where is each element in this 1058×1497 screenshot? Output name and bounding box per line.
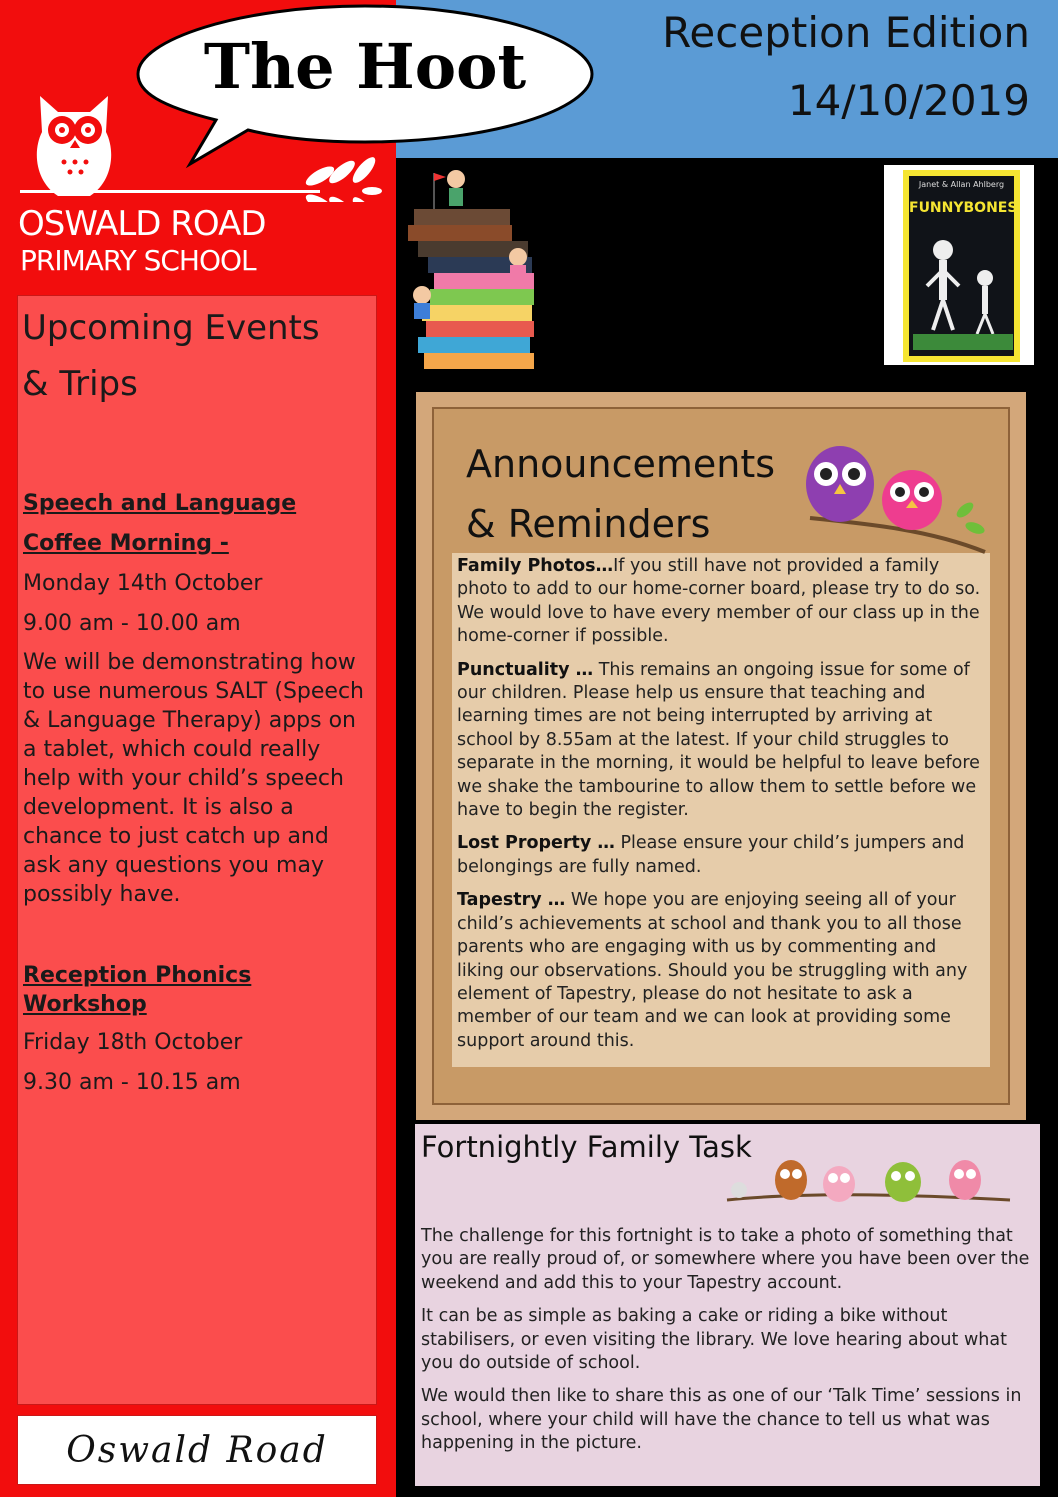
announcement-item: Punctuality … This remains an ongoing issue for some of our children. Please help us ensure that teaching and learning times are not being interrupted by arriving at school by 8.55am at the latest. If your child struggles to separate in the morning, it would be helpful to leave before we shake the tambourine to allow them to settle before we have to begin the register. (457, 659, 980, 821)
school-owl-logo-icon (20, 92, 385, 202)
school-name-line1: OSWALD ROAD (18, 204, 266, 244)
event-time: 9.00 am - 10.00 am (23, 611, 241, 636)
skeleton-icon (913, 230, 1013, 350)
owls-row-icon (725, 1152, 1015, 1212)
book-authors: Janet & Allan Ahlberg (918, 180, 1005, 189)
book-stack-icon (404, 165, 554, 375)
school-name-line2: PRIMARY SCHOOL (20, 244, 256, 277)
newsletter-title: The Hoot (203, 30, 527, 103)
family-task-body (421, 1225, 1033, 1466)
event-title: Coffee Morning - (23, 531, 229, 556)
funnybones-book-cover (903, 170, 1020, 362)
task-paragraph: We would then like to share this as one of our ‘Talk Time’ sessions in school, where your child will have the chance to tell us what was happening in the picture. (421, 1386, 1022, 1454)
announcement-item: Lost Property … Please ensure your child’s jumpers and belongings are fully named. (457, 833, 965, 877)
event-time: 9.30 am - 10.15 am (23, 1070, 241, 1095)
announcements-heading: Announcements & Reminders (466, 442, 776, 546)
events-list (23, 484, 373, 1103)
footer-box (17, 1415, 377, 1485)
edition-label: Reception Edition (662, 8, 1030, 57)
events-heading: Upcoming Events & Trips (22, 308, 320, 404)
family-task-heading: Fortnightly Family Task (421, 1130, 752, 1164)
announcement-item: Family Photos…If you still have not provided a family photo to add to our home-corner board, please try to do so. We would love to have every member of our class up in the home-corner if possible. (457, 556, 981, 647)
event-date: Monday 14th October (23, 571, 263, 596)
task-paragraph: The challenge for this fortnight is to take a photo of something that you are really proud of, or somewhere where you have been over the weekend and add this to your Tapestry account. (421, 1226, 1030, 1293)
event-title: Workshop (23, 992, 147, 1017)
task-paragraph: It can be as simple as baking a cake or riding a bike without stabilisers, or even visiting the library. We love hearing about what you do outside of school. (421, 1306, 1007, 1374)
event-description: We will be demonstrating how to use numerous SALT (Speech & Language Therapy) apps on a tablet, which could really help with your child’s speech development. It is also a chance to just catch up and ask any questions you may possibly have. (23, 650, 364, 907)
event-title: Speech and Language (23, 491, 297, 516)
footer-text: Oswald Road (66, 1429, 328, 1471)
event-date: Friday 18th October (23, 1030, 243, 1055)
owls-on-branch-icon (800, 440, 990, 560)
edition-date: 14/10/2019 (787, 76, 1030, 125)
book-title: FUNNYBONES (909, 200, 1018, 216)
event-title: Reception Phonics (23, 963, 252, 988)
announcements-list (457, 555, 985, 1063)
announcement-item: Tapestry … We hope you are enjoying seeing all of your child’s achievements at school and thank you to all those parents who are engaging with us by commenting and liking our observations. Should you be struggling with any element of Tapestry, please do not hesitate to ask a member of our team and we can look at providing some support around this. (457, 890, 968, 1051)
